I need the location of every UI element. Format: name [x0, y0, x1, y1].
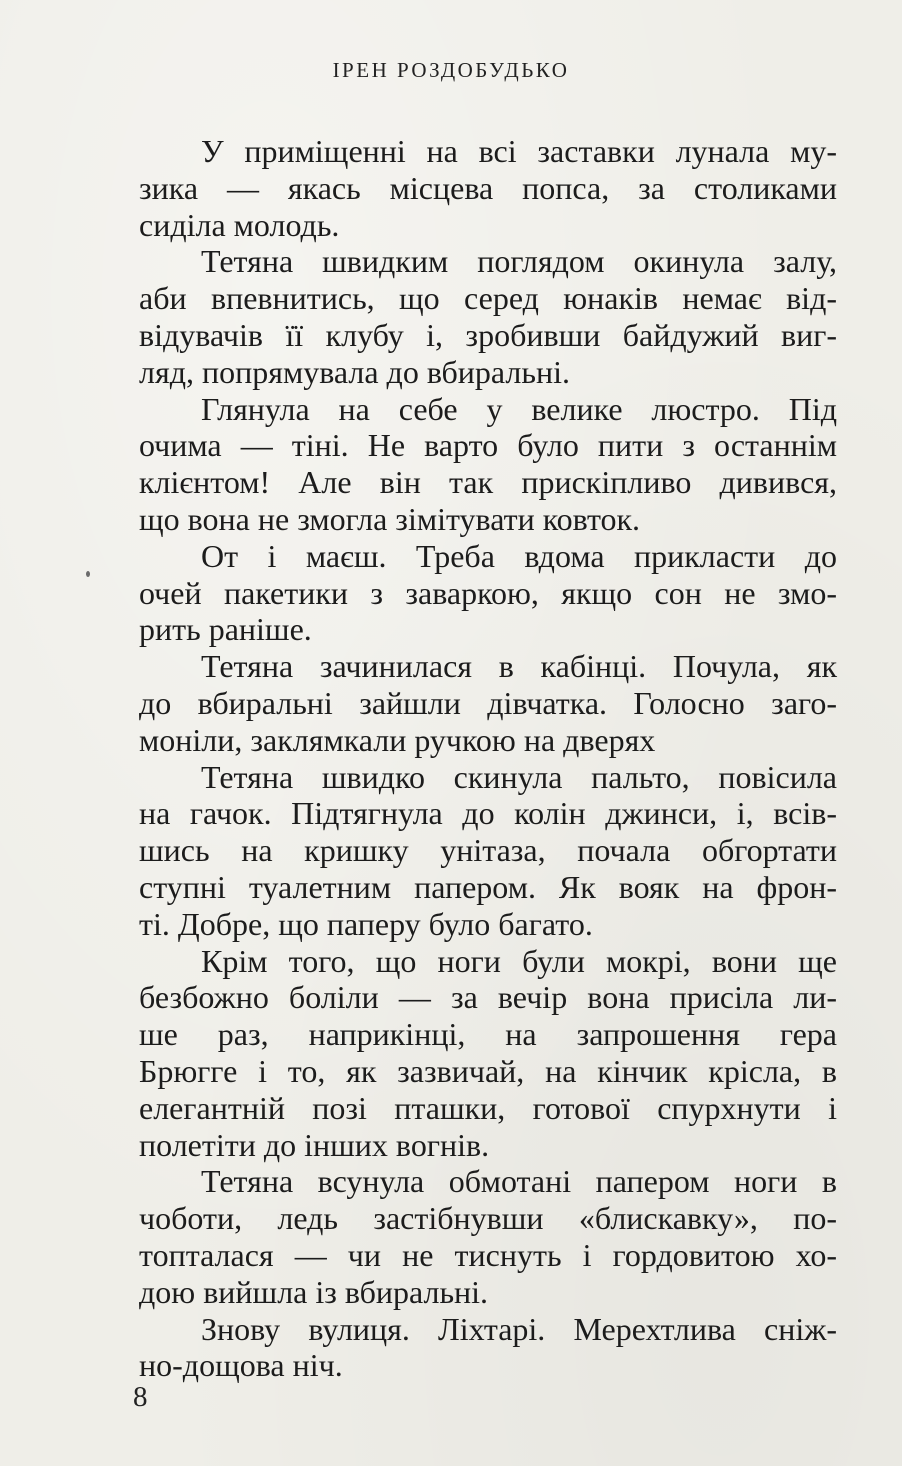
text-line: що вона не змогла зімітувати ковток. — [139, 500, 641, 537]
text-line: ляд, попрямувала до вбиральні. — [139, 353, 570, 390]
text-line: очей пакетики з заваркою, якщо сон не змо- — [139, 574, 837, 611]
running-head: ІРЕН РОЗДОБУДЬКО — [332, 58, 570, 82]
text-line: Крім того, що ноги були мокрі, вони ще — [201, 942, 837, 979]
text-line: сиділа молодь. — [139, 206, 340, 243]
text-line: Глянула на себе у велике люстро. Під — [201, 390, 837, 427]
text-line: ше раз, наприкінці, на запрошення гера — [139, 1016, 837, 1053]
text-line: У приміщенні на всі заставки лунала му- — [201, 133, 837, 169]
body-text — [139, 133, 837, 1384]
text-line: но-дощова ніч. — [139, 1347, 343, 1384]
text-line: Тетяна зачинилася в кабінці. Почула, як — [201, 648, 837, 685]
paper-speck — [86, 571, 90, 577]
text-line: моніли, заклямкали ручкою на дверях — [139, 721, 656, 758]
text-line: Брюгге і то, як зазвичай, на кінчик крісла, в — [139, 1052, 837, 1089]
text-line: топталася — чи не тиснуть і гордовитою хо- — [139, 1236, 837, 1273]
text-line: Тетяна швидким поглядом окинула залу, — [201, 243, 837, 280]
text-line: елегантній позі пташки, готової спурхнути і — [139, 1089, 837, 1126]
page-number: 8 — [133, 1381, 148, 1413]
text-line: аби впевнитись, що серед юнаків немає від- — [139, 280, 837, 317]
text-line: полетіти до інших вогнів. — [139, 1126, 490, 1163]
text-line: шись на кришку унітаза, почала обгортати — [139, 832, 837, 869]
text-line: дою вийшла із вбиральні. — [139, 1273, 489, 1310]
text-line: чоботи, ледь застібнувши «блискавку», по- — [139, 1200, 837, 1237]
text-line: очима — тіні. Не варто було пити з останнім — [139, 427, 837, 464]
text-line: на гачок. Підтягнула до колін джинси, і, всів- — [139, 795, 837, 832]
text-line: клієнтом! Але він так прискіпливо дивився, — [139, 464, 837, 501]
text-line: ступні туалетним папером. Як вояк на фрон- — [139, 868, 837, 905]
text-line: рить раніше. — [139, 611, 312, 648]
text-line: ті. Добре, що паперу було багато. — [139, 905, 593, 942]
text-line: до вбиральні зайшли дівчатка. Голосно заго- — [139, 684, 837, 721]
text-line: От і маєш. Треба вдома прикласти до — [201, 537, 837, 574]
text-line: відувачів її клубу і, зробивши байдужий виг- — [139, 316, 837, 353]
text-line: зика — якась місцева попса, за столиками — [139, 169, 837, 206]
text-line: Тетяна швидко скинула пальто, повісила — [201, 758, 837, 795]
text-line: Тетяна всунула обмотані папером ноги в — [201, 1163, 837, 1200]
text-line: Знову вулиця. Ліхтарі. Мерехтлива сніж- — [201, 1310, 837, 1347]
text-line: безбожно боліли — за вечір вона присіла ли- — [139, 979, 837, 1016]
